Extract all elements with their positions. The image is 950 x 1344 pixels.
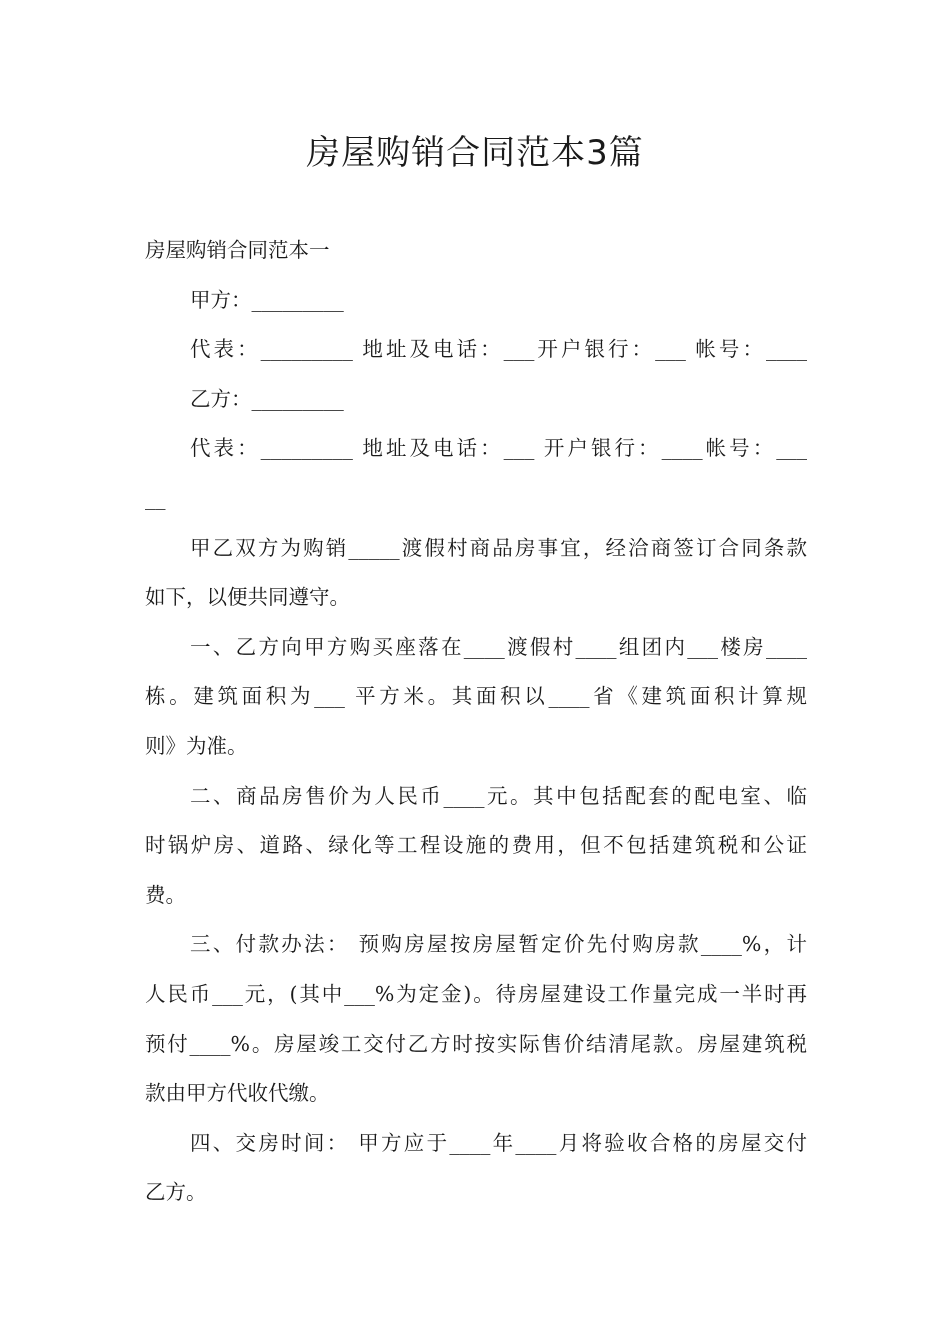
text-line: 乙方：_________ [190,386,344,411]
text-line: 乙方。 [145,1180,207,1205]
text-line: 一、乙方向甲方购买座落在____渡假村____组团内___楼房____ [190,634,807,659]
text-line: 时锅炉房、道路、绿化等工程设施的费用，但不包括建筑税和公证 [145,833,807,858]
text-line: 代表：_________ 地址及电话：___ 开户银行：____帐号：___ [190,436,807,461]
text-line: 四、交房时间： 甲方应于____年____月将验收合格的房屋交付 [190,1130,807,1155]
text-line: 房屋购销合同范本一 [145,238,330,262]
text-line: 二、商品房售价为人民币____元。其中包括配套的配电室、临 [190,783,807,808]
text-line: 甲方：_________ [190,287,344,312]
text-line: 代表：_________ 地址及电话：___开户银行：___ 帐号：____ [190,337,807,362]
text-line: 预付____%。房屋竣工交付乙方时按实际售价结清尾款。房屋建筑税 [145,1031,807,1056]
text-line: 三、付款办法： 预购房屋按房屋暂定价先付购房款____%，计 [190,932,807,957]
document-body [145,226,807,1218]
text-line: 甲乙双方为购销_____渡假村商品房事宜，经洽商签订合同条款 [190,535,807,560]
text-line: 则》为准。 [145,733,248,758]
text-line: 如下，以便共同遵守。 [145,585,350,610]
document-title: 房屋购销合同范本3篇 [306,133,644,173]
text-line: 款由甲方代收代缴。 [145,1081,330,1106]
text-line: 栋。建筑面积为___ 平方米。其面积以____省《建筑面积计算规 [145,684,807,709]
text-line: 人民币___元，(其中___%为定金)。待房屋建设工作量完成一半时再 [145,981,807,1006]
text-line: __ [145,485,166,510]
text-line: 费。 [145,882,186,907]
